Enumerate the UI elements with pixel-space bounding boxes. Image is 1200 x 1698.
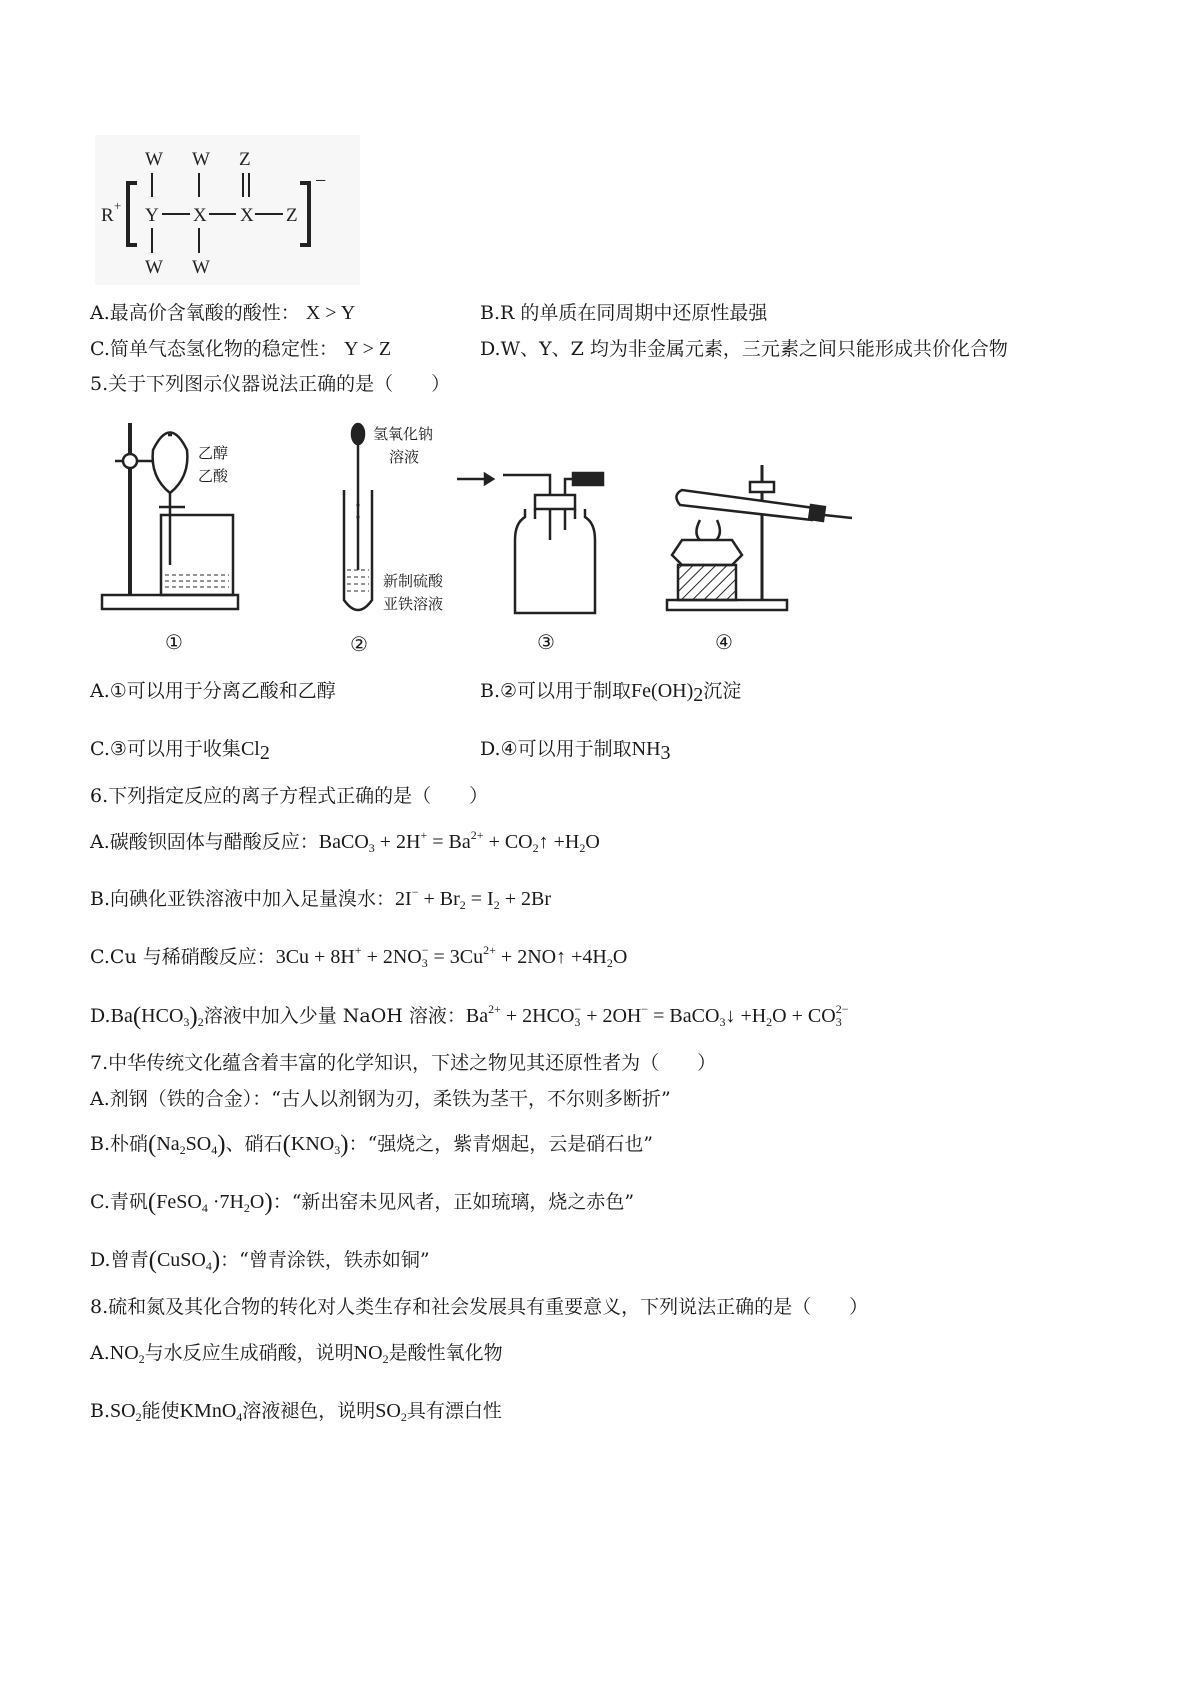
label-ethanol: 乙醇: [198, 444, 229, 462]
label-naoh-line1: 氢氧化钠: [373, 425, 434, 443]
q8-b-formula-3: $SO_2$: [375, 1400, 407, 1424]
q7-option-c: C.青矾(FeSO$_4$ $\cdot 7H_2O$)：“新出窑未见风者，正如琉璃，烧之赤色”: [90, 1189, 635, 1216]
q8-option-b: $B.SO_2$能使KMnO$_4$溶液褪色，说明$SO_2$具有漂白性: [90, 1400, 502, 1424]
q4-option-a: A.最高价含氧酸的酸性： X > Y: [90, 302, 356, 324]
caption-4: ④: [715, 630, 733, 654]
caption-3: ③: [537, 630, 555, 654]
q7-stem: 7.中华传统文化蕴含着丰富的化学知识，下述之物见其还原性者为（ ）: [90, 1052, 717, 1074]
q8-a-formula-2: $NO_2$: [353, 1342, 389, 1366]
caption-1: ①: [165, 630, 183, 654]
q5-option-c: C.③可以用于收集$Cl_2$: [90, 738, 270, 764]
bottom-atom-w1: W: [145, 257, 163, 278]
apparatus-4-heating-test-tube: [662, 460, 862, 620]
chain-atom-y: Y: [145, 205, 159, 226]
q7-option-b: B.朴硝$(Na_2SO_4)$、硝石$(KNO_3)$：“强烧之，紫青烟起，云是硝石也”: [90, 1131, 654, 1158]
label-feso4-line2: 亚铁溶液: [383, 595, 444, 613]
q6-option-b: B.向碘化亚铁溶液中加入足量溴水：$2I^- + Br_2 = I_2 + 2Br$: [90, 885, 551, 912]
q8-stem: 8.硫和氮及其化合物的转化对人类生存和社会发展具有重要意义，下列说法正确的是（ ）: [90, 1296, 869, 1318]
apparatus-2-test-tube-dropper: [338, 420, 388, 620]
q6-option-a: A.碳酸钡固体与醋酸反应：BaCO$_3$ + $2H^+ = Ba^{2+}$ + $CO_2↑ +H_2O$: [90, 828, 600, 855]
q8-b-formula-1: $SO_2$: [110, 1400, 142, 1424]
q8-b-formula-2: KMnO$_4$: [179, 1400, 243, 1424]
q6-d-equation: $Ba^{2+} + 2HCO_3^- + 2OH^-$ = BaCO$_3$↓ $+H_2O + CO_3^{2-}$: [465, 1002, 849, 1029]
caption-2: ②: [350, 632, 368, 656]
q5-option-d: D.④可以用于制取$NH_3$: [480, 738, 671, 764]
apparatus-3-gas-bottle: [455, 465, 620, 625]
q7-b-formula-2: $(KNO_3)$: [282, 1131, 349, 1158]
q5-stem: 5.关于下列图示仪器说法正确的是（ ）: [90, 373, 451, 395]
q6-stem: 6.下列指定反应的离子方程式正确的是（ ）: [90, 785, 489, 807]
q4-option-d: D.W、Y、Z 均为非金属元素，三元素之间只能形成共价化合物: [480, 338, 1008, 360]
q6-d-reagent: $Ba(HCO_3)_2$: [110, 1003, 204, 1030]
q4-option-b: B.R 的单质在同周期中还原性最强: [480, 302, 768, 324]
q7-d-formula: (CuSO$_4$): [148, 1247, 221, 1274]
q4-option-c: C.简单气态氢化物的稳定性： Y > Z: [90, 338, 392, 360]
top-atom-w1: W: [145, 149, 163, 170]
q6-b-equation: $2I^- + Br_2 = I_2 + 2Br$: [395, 885, 551, 912]
chain-atom-x2: X: [240, 205, 254, 226]
q6-c-equation: $3Cu + 8H^+ + 2NO_3^- = 3Cu^{2+}$ + 2NO↑ $+4H_2O$: [275, 943, 628, 970]
label-feso4-line1: 新制硫酸: [383, 572, 444, 590]
top-atom-z: Z: [239, 149, 251, 170]
top-atom-w2: W: [192, 149, 210, 170]
label-naoh-line2: 溶液: [389, 448, 420, 466]
q5-option-b: B.②可以用于制取$Fe(OH)_2$沉淀: [480, 680, 742, 706]
q6-option-c: C.Cu 与稀硝酸反应：$3Cu + 8H^+ + 2NO_3^- = 3Cu^{2+}$ + 2NO↑ $+4H_2O$: [90, 943, 628, 970]
chain-atom-z: Z: [286, 205, 298, 226]
q7-b-formula-1: $(Na_2SO_4)$: [148, 1131, 226, 1158]
q8-option-a: $A.NO_2$与水反应生成硝酸，说明$NO_2$是酸性氧化物: [90, 1342, 503, 1366]
chain-atom-x1: X: [193, 205, 207, 226]
q6-option-d: $D.Ba(HCO_3)_2$溶液中加入少量 NaOH 溶液：$Ba^{2+} + 2HCO_3^- + 2OH^-$ = BaCO$_3$↓ $+H_2O + CO_3^{2-}$: [90, 1002, 849, 1030]
q5-option-a: A.①可以用于分离乙酸和乙醇: [90, 680, 336, 702]
bottom-atom-w2: W: [192, 257, 210, 278]
q8-a-formula-1: $NO_2$: [109, 1342, 145, 1366]
q7-c-formula: (FeSO$_4$ $\cdot 7H_2O$): [147, 1189, 273, 1216]
cation-symbol: R: [101, 205, 114, 226]
anion-structure-diagram: [95, 135, 360, 285]
anion-charge: −: [315, 170, 327, 192]
q7-option-d: D.曾青(CuSO$_4$)：“曾青涂铁，铁赤如铜”: [90, 1247, 430, 1274]
q6-a-equation: BaCO$_3$ + $2H^+ = Ba^{2+}$ + $CO_2↑ +H_2O$: [318, 828, 600, 855]
cation-charge: +: [114, 198, 122, 213]
label-acetic-acid: 乙酸: [198, 467, 229, 485]
q7-option-a: A.剂钢（铁的合金）：“古人以剂钢为刃，柔铁为茎干，不尔则多断折”: [90, 1088, 671, 1110]
